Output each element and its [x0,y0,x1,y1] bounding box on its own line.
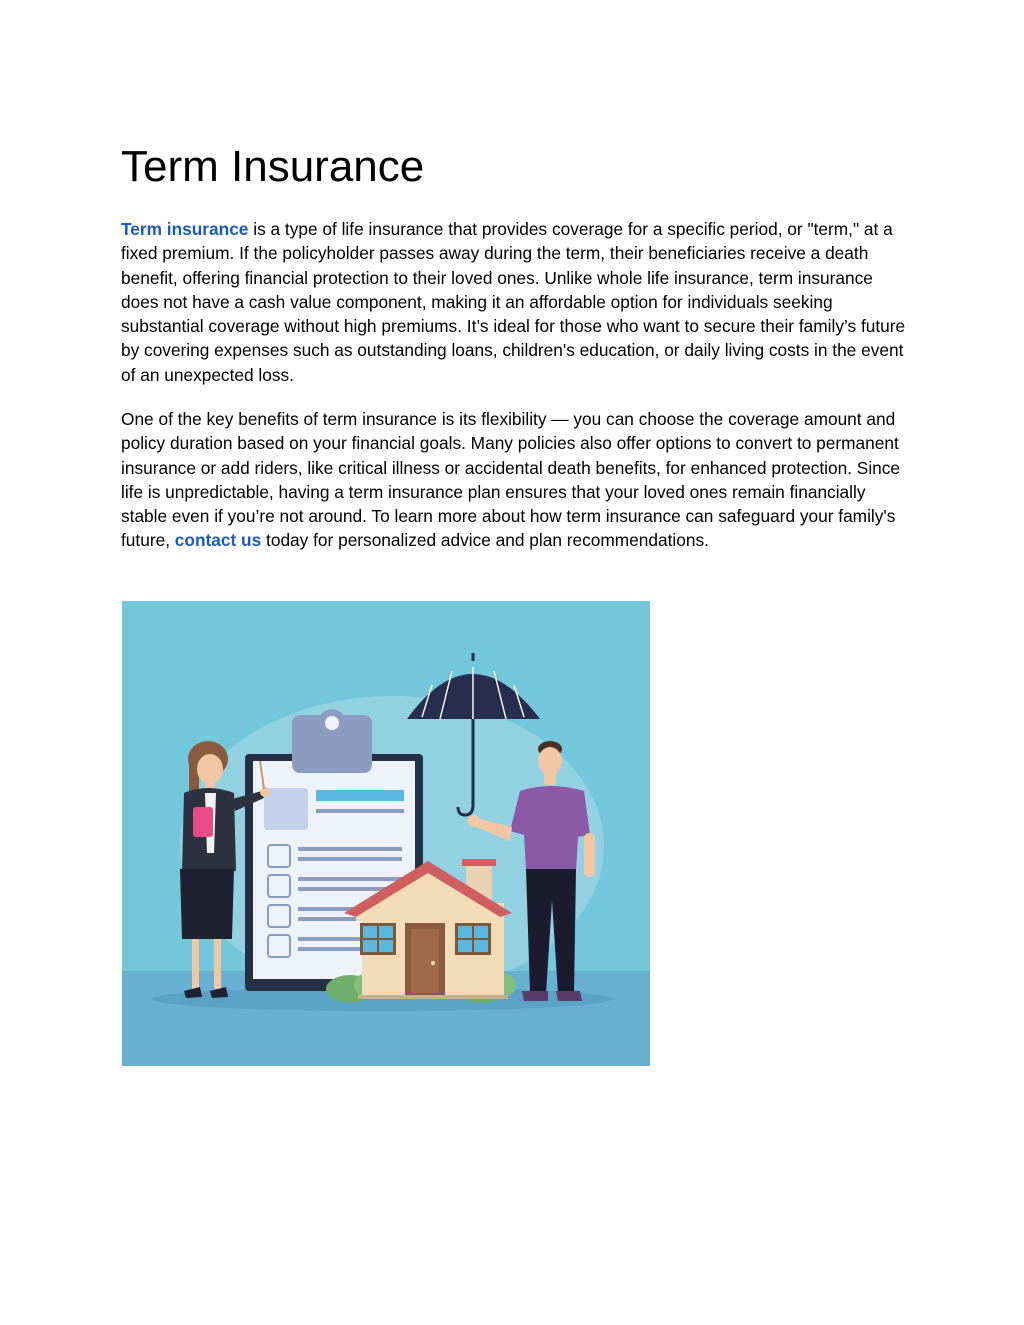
intro-paragraph [121,217,911,387]
term-insurance-illustration [122,601,650,1066]
contact-us-link[interactable]: contact us [174,530,262,551]
benefits-paragraph-end: today for personalized advice and plan recommendations. [261,530,709,551]
benefits-paragraph-text: One of the key benefits of term insurance is its flexibility — you can choose the coverage amount and policy duration based on your financial goals. Many policies also offer options to convert to permanent insurance or add riders, like critical illness or accidental death benefits, for enhanced protection. Since life is unpredictable, having a term insurance plan ensures that your loved ones remain financially stable even if you’re not around. To learn more about how term insurance can safeguard your family's future, [121,409,901,551]
page-title: Term Insurance [121,142,425,191]
intro-paragraph-text: is a type of life insurance that provides coverage for a specific period, or "term," at a fixed premium. If the policyholder passes away during the term, their beneficiaries receive a death benefit, offering financial protection to their loved ones. Unlike whole life insurance, term insurance does not have a cash value component, making it an affordable option for individuals seeking substantial coverage without high premiums. It’s ideal for those who want to secure their family’s future by covering expenses such as outstanding loans, children's education, or daily living costs in the event of an unexpected loss. [121,219,906,385]
term-insurance-link[interactable]: Term insurance [121,219,249,239]
benefits-paragraph [121,407,911,553]
